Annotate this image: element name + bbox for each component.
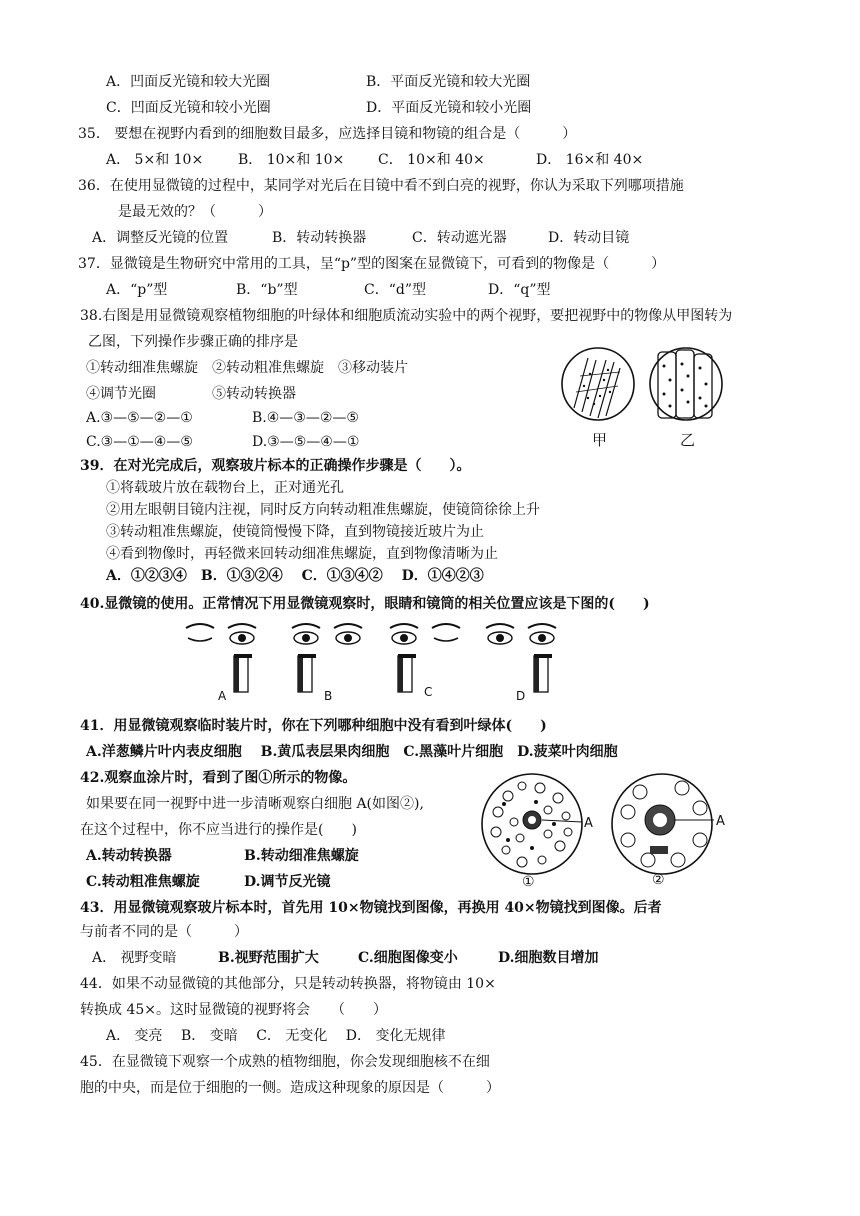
q42-fig1-mark-a: A xyxy=(584,816,593,831)
q34-option-d: D．平面反光镜和较小光圈 xyxy=(366,100,532,116)
q38-stem-line1: 38.右图是用显微镜观察植物细胞的叶绿体和细胞质流动实验中的两个视野，要把视野中的物像从甲图转为 xyxy=(80,308,733,324)
smear-field-2 xyxy=(612,774,714,874)
q39-options: A．①②③④ B．①③②④ C．①③④② D．①④②③ xyxy=(106,568,484,584)
field-yi xyxy=(650,348,722,420)
q37-option-b: B．“b”型 xyxy=(236,282,298,298)
field-jia xyxy=(562,348,634,420)
q38-option-b: B.④—③—②—⑤ xyxy=(252,410,359,426)
q38-steps-line2: ④调节光圈 ⑤转动转换器 xyxy=(86,386,296,402)
q36-option-d: D．转动目镜 xyxy=(548,230,630,246)
q42-option-a: A.转动转换器 xyxy=(86,848,172,864)
q42-figure-label-1: ① xyxy=(522,874,535,890)
q42-figure-label-2: ② xyxy=(652,872,665,888)
q34-option-a: A．凹面反光镜和较大光圈 xyxy=(106,74,271,90)
q36-option-b: B．转动转换器 xyxy=(272,230,367,246)
q37-option-a: A．“p”型 xyxy=(106,282,168,298)
q36-option-c: C．转动遮光器 xyxy=(412,230,507,246)
q34-option-b: B．平面反光镜和较大光圈 xyxy=(366,74,531,90)
q42-stem-line2: 如果要在同一视野中进一步清晰观察白细胞 A(如图②), xyxy=(86,796,424,812)
q41-options: A.洋葱鳞片叶内表皮细胞 B.黄瓜表层果肉细胞 C.黑藻叶片细胞 D.菠菜叶肉细胞 xyxy=(86,744,618,760)
q36-stem-line2: 是最无效的？（ ） xyxy=(118,204,272,220)
q35-option-a: A． 5×和 10× xyxy=(106,152,204,168)
q42-option-d: D.调节反光镜 xyxy=(244,874,331,890)
q38-option-d: D.③—⑤—④—① xyxy=(252,434,360,450)
q42-option-b: B.转动细准焦螺旋 xyxy=(244,848,359,864)
q39-step-1: ①将载玻片放在载物台上，正对通光孔 xyxy=(106,480,344,496)
q42-fig2-mark-a: A xyxy=(716,814,725,829)
q39-step-2: ②用左眼朝目镜内注视，同时反方向转动粗准焦螺旋，使镜筒徐徐上升 xyxy=(106,502,540,518)
q42-stem-line1: 42.观察血涂片时，看到了图①所示的物像。 xyxy=(80,770,357,786)
q39-stem: 39．在对光完成后，观察玻片标本的正确操作步骤是（ ）。 xyxy=(80,458,471,474)
q40-label-a: A xyxy=(218,689,227,703)
q38-steps-line1: ①转动细准焦螺旋 ②转动粗准焦螺旋 ③移动装片 xyxy=(86,360,408,376)
q44-stem-line2: 转换成 45×。这时显微镜的视野将会 （ ） xyxy=(80,1002,387,1018)
q39-step-4: ④看到物像时，再轻微来回转动细准焦螺旋，直到物像清晰为止 xyxy=(106,546,498,562)
q38-figure-label-yi: 乙 xyxy=(680,431,696,449)
q42-stem-line3: 在这个过程中，你不应当进行的操作是( ) xyxy=(80,822,357,838)
q35-option-b: B． 10×和 10× xyxy=(238,152,345,168)
q37-stem: 37．显微镜是生物研究中常用的工具，呈“p”型的图案在显微镜下，可看到的物像是（ ） xyxy=(78,256,666,272)
q43-stem-line2: 与前者不同的是（ ） xyxy=(80,924,248,940)
q43-option-a: A． 视野变暗 xyxy=(92,950,177,966)
q43-option-c: C.细胞图像变小 xyxy=(358,950,458,966)
q42-blood-smear-figure xyxy=(478,772,740,880)
q38-option-a: A.③—⑤—②—① xyxy=(86,410,193,426)
q41-stem: 41．用显微镜观察临时装片时，你在下列哪种细胞中没有看到叶绿体( ) xyxy=(80,718,547,734)
q35-option-c: C． 10×和 40× xyxy=(378,152,485,168)
q36-stem-line1: 36．在使用显微镜的过程中，某同学对光后在目镜中看不到白亮的视野，你认为采取下列哪项措施 xyxy=(78,178,684,194)
q44-options: A． 变亮 B． 变暗 C． 无变化 D． 变化无规律 xyxy=(106,1028,446,1044)
smear-field-1 xyxy=(482,774,582,874)
option-a-eyes xyxy=(186,624,256,692)
q40-label-d: D xyxy=(516,689,526,703)
q35-stem: 35． 要想在视野内看到的细胞数目最多，应选择目镜和物镜的组合是（ ） xyxy=(78,126,577,142)
q43-stem-line1: 43．用显微镜观察玻片标本时，首先用 10×物镜找到图像，再换用 40×物镜找到图像。后者 xyxy=(80,900,662,916)
q39-step-3: ③转动粗准焦螺旋，使镜筒慢慢下降，直到物镜接近玻片为止 xyxy=(106,524,484,540)
q40-label-b: B xyxy=(324,689,333,703)
q37-option-d: D．“q”型 xyxy=(488,282,551,298)
q43-option-b: B.视野范围扩大 xyxy=(218,950,319,966)
q40-stem: 40.显微镜的使用。正常情况下用显微镜观察时，眼睛和镜筒的相关位置应该是下图的( ) xyxy=(80,596,650,612)
option-b-eyes xyxy=(292,624,362,692)
q40-label-c: C xyxy=(424,685,433,699)
q38-stem-line2: 乙图，下列操作步骤正确的排序是 xyxy=(88,334,298,350)
q40-eye-figure xyxy=(180,618,560,706)
q42-option-c: C.转动粗准焦螺旋 xyxy=(86,874,200,890)
q34-option-c: C．凹面反光镜和较小光圈 xyxy=(106,100,271,116)
q35-option-d: D． 16×和 40× xyxy=(536,152,644,168)
q45-stem-line1: 45．在显微镜下观察一个成熟的植物细胞，你会发现细胞核不在细 xyxy=(80,1054,490,1070)
q43-option-d: D.细胞数目增加 xyxy=(498,950,599,966)
option-d-eyes xyxy=(486,624,556,692)
q38-microscope-fields-figure xyxy=(560,346,730,456)
q38-option-c: C.③—①—④—⑤ xyxy=(86,434,193,450)
q44-stem-line1: 44．如果不动显微镜的其他部分，只是转动转换器，将物镜由 10× xyxy=(80,976,496,992)
q45-stem-line2: 胞的中央，而是位于细胞的一侧。造成这种现象的原因是（ ） xyxy=(80,1080,500,1096)
q37-option-c: C．“d”型 xyxy=(364,282,426,298)
q36-option-a: A．调整反光镜的位置 xyxy=(92,230,229,246)
q38-figure-label-jia: 甲 xyxy=(592,431,608,449)
